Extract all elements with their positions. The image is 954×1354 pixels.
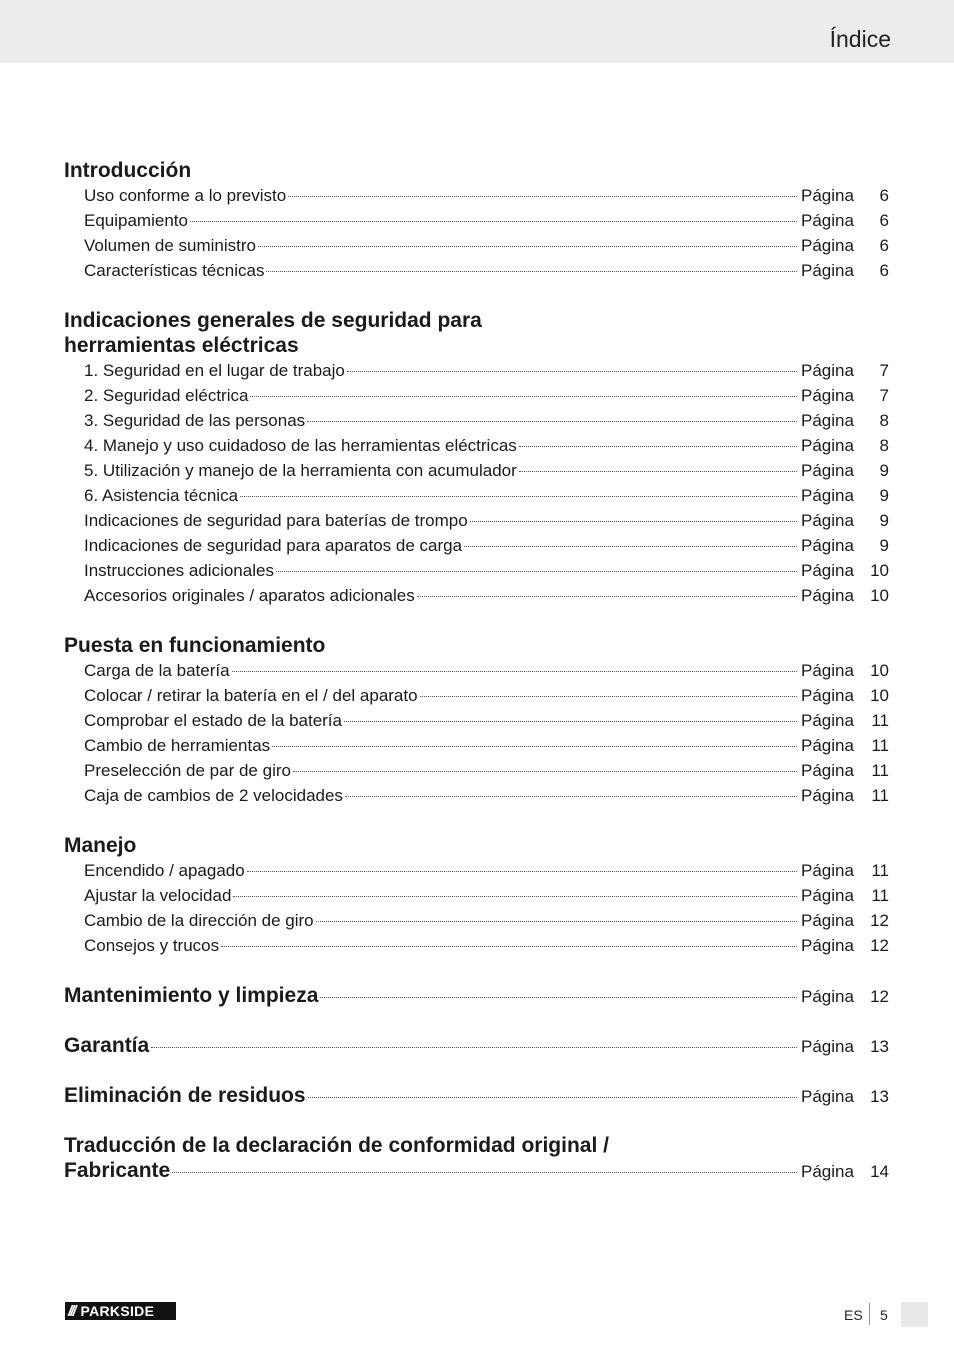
page-word: Página: [801, 561, 854, 580]
toc-entry[interactable]: [64, 433, 889, 458]
toc-section: [64, 1083, 889, 1108]
page-word: Página: [801, 686, 854, 705]
section-title: Manejo: [64, 834, 137, 857]
page-word: Página: [801, 411, 854, 430]
page-word: Página: [801, 586, 854, 605]
dot-leader: [240, 496, 797, 497]
dot-leader: [344, 721, 797, 722]
entry-page-number: 11: [871, 886, 889, 905]
dot-leader: [266, 271, 797, 272]
toc-entry[interactable]: [64, 883, 889, 908]
entry-page-number: 6: [879, 211, 889, 230]
toc-heading-entry[interactable]: [64, 1083, 889, 1108]
toc-entry[interactable]: [64, 183, 889, 208]
entry-label: Instrucciones adicionales: [84, 561, 274, 580]
section-title: Introducción: [64, 159, 192, 182]
toc-entry[interactable]: [64, 783, 889, 808]
toc-entry[interactable]: [64, 658, 889, 683]
brand-logo: [65, 1302, 176, 1320]
page-word: Página: [801, 436, 854, 455]
dot-leader: [470, 521, 797, 522]
page-word: Página: [801, 661, 854, 680]
section-title: Traducción de la declaración de conformidad original /: [64, 1134, 609, 1157]
toc-entry[interactable]: [64, 583, 889, 608]
dot-leader: [519, 471, 797, 472]
entry-page-number: 11: [871, 861, 889, 880]
dot-leader: [250, 396, 797, 397]
page-word: Página: [801, 261, 854, 280]
page-word: Página: [801, 461, 854, 480]
toc-section: [64, 158, 889, 283]
dot-leader: [272, 746, 797, 747]
page-word: Página: [801, 511, 854, 530]
dot-leader: [247, 871, 797, 872]
page-word: Página: [801, 911, 854, 930]
entry-page-number: 14: [870, 1162, 889, 1181]
toc-entry[interactable]: [64, 483, 889, 508]
entry-page-number: 12: [870, 936, 889, 955]
page-word: Página: [801, 736, 854, 755]
entry-label: 2. Seguridad eléctrica: [84, 386, 249, 405]
header-bar: [0, 0, 954, 63]
entry-page-number: 13: [870, 1087, 889, 1106]
page-word: Página: [801, 987, 854, 1006]
page-word: Página: [801, 1087, 854, 1106]
page-word: Página: [801, 236, 854, 255]
dot-leader: [308, 1097, 797, 1098]
dot-leader: [347, 371, 797, 372]
logo-slashes: ///: [68, 1302, 75, 1320]
entry-page-number: 11: [871, 761, 889, 780]
page-number: 5: [880, 1307, 888, 1323]
dot-leader: [345, 796, 797, 797]
dot-leader: [288, 196, 797, 197]
page-word: Página: [801, 861, 854, 880]
toc-section: [64, 833, 889, 958]
entry-page-number: 11: [871, 736, 889, 755]
toc-entry[interactable]: [64, 358, 889, 383]
toc-entry[interactable]: [64, 758, 889, 783]
toc-section: [64, 1033, 889, 1058]
entry-page-number: 9: [879, 486, 889, 505]
toc-heading-entry[interactable]: [64, 983, 889, 1008]
toc-entry[interactable]: [64, 508, 889, 533]
entry-label: Características técnicas: [84, 261, 265, 280]
page-word: Página: [801, 786, 854, 805]
page-word: Página: [801, 186, 854, 205]
toc-section: [64, 308, 889, 608]
dot-leader: [316, 921, 797, 922]
entry-page-number: 9: [879, 511, 889, 530]
section-title: Mantenimiento y limpieza: [64, 984, 319, 1007]
entry-label: Uso conforme a lo previsto: [84, 186, 287, 205]
toc-section: [64, 633, 889, 808]
entry-label: Indicaciones de seguridad para baterías de trompo: [84, 511, 468, 530]
entry-label: Equipamiento: [84, 211, 188, 230]
toc-entry[interactable]: [64, 258, 889, 283]
dot-leader: [464, 546, 797, 547]
toc-entry[interactable]: [64, 733, 889, 758]
entry-page-number: 10: [870, 586, 889, 605]
entry-page-number: 12: [870, 911, 889, 930]
toc-heading-entry[interactable]: [64, 1033, 889, 1058]
entry-page-number: 13: [870, 1037, 889, 1056]
entry-label: Preselección de par de giro: [84, 761, 291, 780]
logo-brand: PARKSIDE: [80, 1303, 155, 1319]
section-title: Fabricante: [64, 1159, 171, 1182]
entry-page-number: 9: [879, 461, 889, 480]
entry-label: Comprobar el estado de la batería: [84, 711, 342, 730]
entry-label: Indicaciones de seguridad para aparatos de carga: [84, 536, 463, 555]
entry-label: 6. Asistencia técnica: [84, 486, 239, 505]
toc-entry[interactable]: [64, 683, 889, 708]
entry-page-number: 7: [879, 361, 889, 380]
toc-entry[interactable]: [64, 558, 889, 583]
dot-leader: [276, 571, 797, 572]
entry-page-number: 10: [870, 561, 889, 580]
dot-leader: [307, 421, 797, 422]
entry-label: 5. Utilización y manejo de la herramienta con acumulador: [84, 461, 517, 480]
toc-entry[interactable]: [64, 933, 889, 958]
footer-tab-marker: [901, 1302, 928, 1327]
entry-page-number: 11: [871, 786, 889, 805]
page-word: Página: [801, 761, 854, 780]
dot-leader: [519, 446, 797, 447]
toc-entry[interactable]: [64, 233, 889, 258]
table-of-contents: [64, 158, 889, 1183]
dot-leader: [221, 946, 797, 947]
entry-label: 4. Manejo y uso cuidadoso de las herramientas eléctricas: [84, 436, 517, 455]
toc-entry[interactable]: [64, 533, 889, 558]
toc-heading-entry[interactable]: [64, 1158, 889, 1183]
page-word: Página: [801, 486, 854, 505]
entry-page-number: 10: [870, 661, 889, 680]
footer-divider: [869, 1303, 870, 1325]
dot-leader: [417, 596, 797, 597]
dot-leader: [293, 771, 797, 772]
dot-leader: [258, 246, 797, 247]
entry-label: Accesorios originales / aparatos adicionales: [84, 586, 415, 605]
page-word: Página: [801, 211, 854, 230]
page-word: Página: [801, 386, 854, 405]
entry-label: Consejos y trucos: [84, 936, 220, 955]
entry-page-number: 10: [870, 686, 889, 705]
dot-leader: [151, 1047, 797, 1048]
page-word: Página: [801, 711, 854, 730]
entry-label: 1. Seguridad en el lugar de trabajo: [84, 361, 345, 380]
section-title: Eliminación de residuos: [64, 1084, 306, 1107]
language-code: ES: [844, 1307, 863, 1323]
entry-page-number: 12: [870, 987, 889, 1006]
page-word: Página: [801, 361, 854, 380]
section-title: Indicaciones generales de seguridad para: [64, 309, 482, 332]
page-word: Página: [801, 886, 854, 905]
page-word: Página: [801, 1037, 854, 1056]
entry-page-number: 11: [871, 711, 889, 730]
page-title: Índice: [829, 26, 891, 52]
entry-page-number: 6: [879, 261, 889, 280]
entry-label: Encendido / apagado: [84, 861, 245, 880]
page-word: Página: [801, 936, 854, 955]
entry-label: Ajustar la velocidad: [84, 886, 232, 905]
toc-entry[interactable]: [64, 408, 889, 433]
dot-leader: [233, 896, 797, 897]
entry-label: Caja de cambios de 2 velocidades: [84, 786, 343, 805]
dot-leader: [172, 1172, 797, 1173]
entry-page-number: 6: [879, 186, 889, 205]
toc-section: [64, 983, 889, 1008]
entry-label: 3. Seguridad de las personas: [84, 411, 306, 430]
entry-page-number: 9: [879, 536, 889, 555]
toc-entry[interactable]: [64, 458, 889, 483]
toc-entry[interactable]: [64, 708, 889, 733]
toc-entry[interactable]: [64, 858, 889, 883]
dot-leader: [190, 221, 797, 222]
entry-page-number: 7: [879, 386, 889, 405]
entry-label: Cambio de herramientas: [84, 736, 271, 755]
page-word: Página: [801, 1162, 854, 1181]
toc-entry[interactable]: [64, 908, 889, 933]
section-title: herramientas eléctricas: [64, 334, 299, 357]
toc-entry[interactable]: [64, 208, 889, 233]
toc-entry[interactable]: [64, 383, 889, 408]
page-word: Página: [801, 536, 854, 555]
dot-leader: [232, 671, 797, 672]
entry-page-number: 8: [879, 411, 889, 430]
toc-section: [64, 1133, 889, 1183]
entry-label: Colocar / retirar la batería en el / del aparato: [84, 686, 418, 705]
section-title: Garantía: [64, 1034, 150, 1057]
entry-label: Volumen de suministro: [84, 236, 256, 255]
dot-leader: [320, 997, 797, 998]
section-title: Puesta en funcionamiento: [64, 634, 326, 657]
entry-page-number: 8: [879, 436, 889, 455]
entry-label: Cambio de la dirección de giro: [84, 911, 314, 930]
entry-label: Carga de la batería: [84, 661, 230, 680]
dot-leader: [420, 696, 797, 697]
entry-page-number: 6: [879, 236, 889, 255]
